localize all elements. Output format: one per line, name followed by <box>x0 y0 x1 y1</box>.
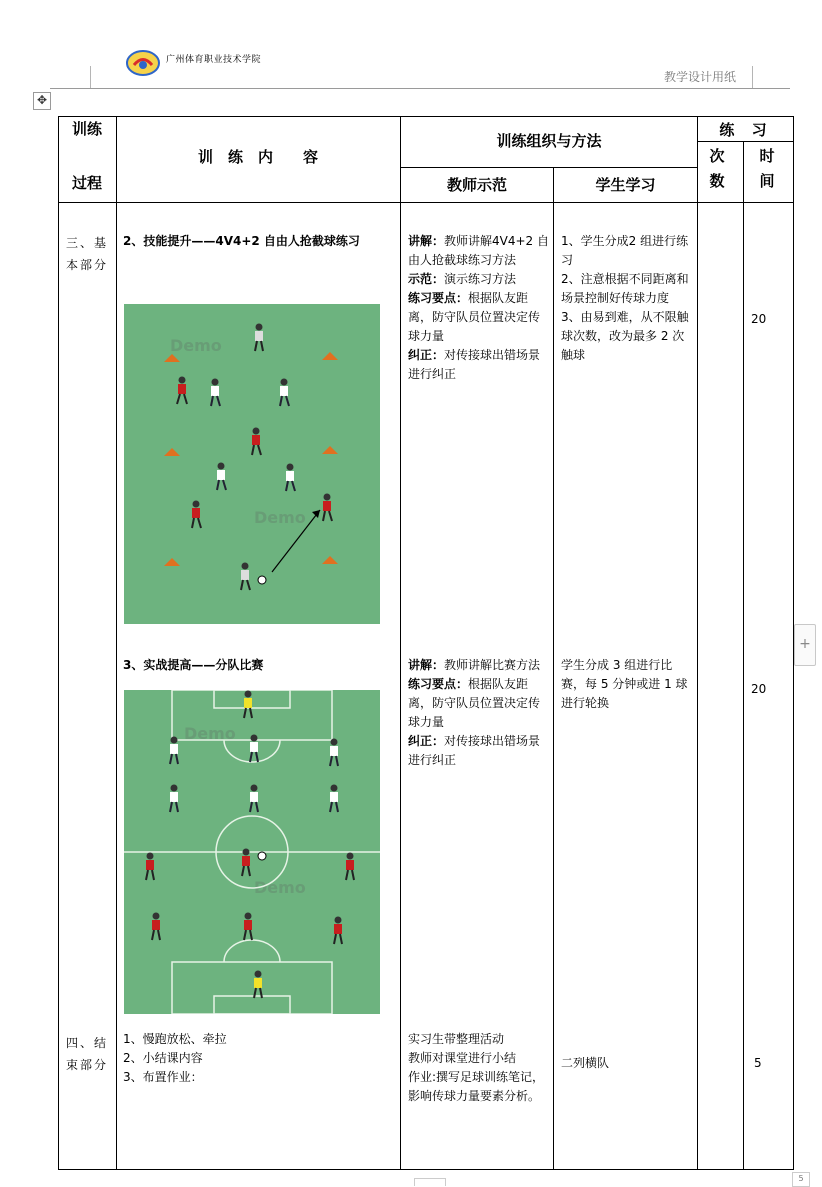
student-point: 1、学生分成2 组进行练习 <box>561 234 689 267</box>
time-match: 20 <box>751 682 767 696</box>
add-icon[interactable]: + <box>794 624 816 666</box>
teacher-point: 作业:撰写足球训练笔记，影响传球力量要素分析。 <box>408 1070 545 1103</box>
image-watermark: Demo <box>254 508 306 527</box>
school-logo <box>126 50 160 76</box>
student-skill <box>561 232 693 365</box>
teacher-point: 教师对课堂进行小结 <box>408 1051 517 1065</box>
header-right-text: 教学设计用纸 <box>664 70 737 84</box>
header-process-line2: 过程 <box>71 174 102 192</box>
page-corner-mark: 5 <box>792 1172 810 1187</box>
student-match <box>561 656 693 713</box>
content-line: 2、小结课内容 <box>123 1051 203 1065</box>
teacher-point: 练习要点：根据队友距离，防守队员位置决定传球力量 <box>408 291 541 343</box>
process-ending: 四、结束部分 <box>66 1036 109 1072</box>
header-student: 学生学习 <box>595 176 656 194</box>
header-times: 次数 <box>709 147 725 190</box>
student-ending: 二列横队 <box>561 1056 610 1070</box>
image-watermark: Demo <box>184 724 236 743</box>
image-watermark: Demo <box>170 336 222 355</box>
ending-content <box>123 1030 395 1087</box>
header-method: 训练组织与方法 <box>496 132 602 150</box>
content-line: 1、慢跑放松、牵拉 <box>123 1032 227 1046</box>
teacher-ending <box>408 1030 549 1106</box>
header-practice: 练 习 <box>719 121 773 139</box>
header-tick <box>752 66 753 88</box>
teacher-point: 纠正：对传接球出错场景进行纠正 <box>408 348 541 381</box>
teacher-skill <box>408 232 549 384</box>
item-title-match: 3、实战提高——分队比赛 <box>123 658 264 672</box>
match-diagram-image <box>124 690 380 1014</box>
time-skill: 20 <box>751 312 767 326</box>
teacher-point: 示范：演示练习方法 <box>408 272 517 286</box>
header-teacher: 教师示范 <box>446 176 507 194</box>
header-content: 训 练 内 容 <box>197 148 318 166</box>
school-name: 广州体育职业技术学院 <box>166 55 262 65</box>
item-title-skill: 2、技能提升——4V4+2 自由人抢截球练习 <box>123 234 360 248</box>
student-point: 学生分成 3 组进行比赛，每 5 分钟或进 1 球进行轮换 <box>561 658 688 710</box>
practice-diagram-image <box>124 304 380 624</box>
teacher-point: 纠正：对传接球出错场景进行纠正 <box>408 734 541 767</box>
student-point: 3、由易到难，从不限触球次数，改为最多 2 次触球 <box>561 310 689 362</box>
teacher-point: 练习要点：根据队友距离，防守队员位置决定传球力量 <box>408 677 541 729</box>
teacher-match <box>408 656 549 770</box>
process-basic: 三、基本部分 <box>66 236 109 272</box>
teacher-point: 讲解：教师讲解4V4+2 自由人抢截球练习方法 <box>408 234 549 267</box>
content-line: 3、布置作业： <box>123 1070 203 1084</box>
student-point: 2、注意根据不同距离和场景控制好传球力度 <box>561 272 689 305</box>
header-process-line1: 训练 <box>71 120 102 138</box>
teacher-point: 实习生带整理活动 <box>408 1032 505 1046</box>
header-tick <box>90 66 91 88</box>
table-move-handle-icon[interactable]: ✥ <box>33 92 51 110</box>
header-time: 时间 <box>759 147 775 190</box>
image-watermark: Demo <box>254 878 306 897</box>
header-rule <box>50 88 790 89</box>
teacher-point: 讲解：教师讲解比赛方法 <box>408 658 541 672</box>
time-ending: 5 <box>754 1056 762 1070</box>
